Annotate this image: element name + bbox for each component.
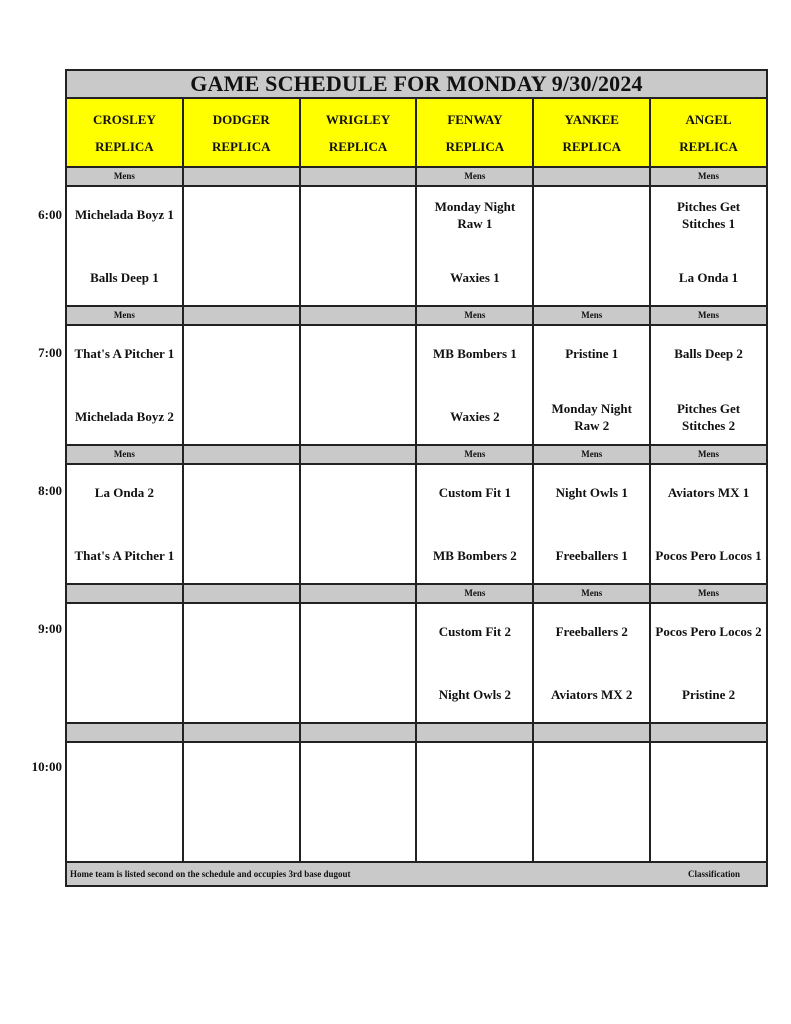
visiting-team: Night Owls 1 bbox=[555, 485, 628, 500]
home-team bbox=[184, 663, 299, 722]
classification-cell: Mens bbox=[651, 446, 766, 463]
home-team bbox=[67, 663, 182, 722]
visiting-team: Monday Night Raw 1 bbox=[434, 198, 516, 231]
time-label: 6:00 bbox=[38, 207, 62, 222]
visiting-team: Michelada Boyz 1 bbox=[74, 207, 174, 222]
home-team-note: Home team is listed second on the schedule and occupies 3rd base dugout bbox=[70, 869, 351, 879]
game-cell bbox=[184, 465, 301, 583]
game-cell bbox=[651, 326, 766, 444]
game-cell bbox=[301, 465, 418, 583]
classification-cell bbox=[301, 585, 418, 602]
game-cell bbox=[67, 743, 184, 861]
visiting-team bbox=[184, 743, 299, 802]
game-slot-row bbox=[67, 743, 766, 863]
field-header bbox=[651, 99, 766, 166]
time-label: 9:00 bbox=[38, 621, 62, 636]
home-team bbox=[651, 802, 766, 861]
home-team: Waxies 1 bbox=[450, 270, 500, 285]
game-slot-row bbox=[67, 465, 766, 585]
field-header bbox=[417, 99, 534, 166]
classification-cell bbox=[534, 168, 651, 185]
game-cell bbox=[301, 326, 418, 444]
game-slot-row bbox=[67, 604, 766, 724]
home-team: Pristine 2 bbox=[682, 687, 736, 702]
visiting-team bbox=[67, 604, 182, 663]
game-cell bbox=[651, 604, 766, 722]
field-subtitle: REPLICA bbox=[562, 138, 621, 154]
game-cell bbox=[417, 187, 534, 305]
field-name: ANGEL bbox=[685, 111, 732, 127]
classification-cell bbox=[184, 724, 301, 741]
home-team: Balls Deep 1 bbox=[90, 270, 159, 285]
classification-cell bbox=[184, 585, 301, 602]
game-cell bbox=[67, 604, 184, 722]
time-label: 7:00 bbox=[38, 345, 62, 360]
game-cell bbox=[184, 187, 301, 305]
classification-cell bbox=[184, 307, 301, 324]
visiting-team: That's A Pitcher 1 bbox=[74, 346, 175, 361]
visiting-team: Pocos Pero Locos 2 bbox=[655, 624, 762, 639]
visiting-team: Custom Fit 1 bbox=[438, 485, 511, 500]
home-team: Night Owls 2 bbox=[438, 687, 512, 702]
classification-row bbox=[67, 168, 766, 187]
field-subtitle: REPLICA bbox=[211, 138, 271, 154]
home-team bbox=[184, 246, 299, 305]
schedule-title: GAME SCHEDULE FOR MONDAY 9/30/2024 bbox=[67, 71, 766, 99]
visiting-team: La Onda 2 bbox=[94, 485, 155, 500]
classification-label: Classification bbox=[687, 869, 740, 879]
classification-cell bbox=[301, 446, 418, 463]
game-slot-row bbox=[67, 326, 766, 446]
game-cell bbox=[651, 465, 766, 583]
visiting-team bbox=[184, 465, 299, 524]
field-name: DODGER bbox=[212, 111, 270, 127]
classification-cell: Mens bbox=[67, 307, 184, 324]
home-team bbox=[301, 385, 416, 444]
game-cell bbox=[417, 326, 534, 444]
visiting-team bbox=[301, 604, 416, 663]
visiting-team bbox=[651, 743, 766, 802]
home-team: Pitches Get Stitches 2 bbox=[676, 400, 741, 433]
game-cell bbox=[417, 465, 534, 583]
field-header-row bbox=[67, 99, 766, 168]
classification-row bbox=[67, 307, 766, 326]
home-team bbox=[184, 524, 299, 583]
visiting-team bbox=[67, 743, 182, 802]
home-team bbox=[534, 802, 649, 861]
time-label: 10:00 bbox=[31, 759, 62, 774]
home-team: Waxies 2 bbox=[450, 409, 500, 424]
game-cell bbox=[301, 187, 418, 305]
classification-cell: Mens bbox=[651, 168, 766, 185]
visiting-team bbox=[534, 187, 649, 246]
game-cell bbox=[67, 187, 184, 305]
classification-cell: Mens bbox=[417, 307, 534, 324]
visiting-team: Balls Deep 2 bbox=[674, 346, 743, 361]
home-team: Freeballers 1 bbox=[555, 548, 628, 563]
classification-cell bbox=[301, 307, 418, 324]
classification-cell bbox=[301, 724, 418, 741]
classification-row bbox=[67, 585, 766, 604]
home-team: Michelada Boyz 2 bbox=[74, 409, 174, 424]
classification-cell: Mens bbox=[534, 585, 651, 602]
visiting-team bbox=[301, 743, 416, 802]
field-name: YANKEE bbox=[564, 111, 619, 127]
field-subtitle: REPLICA bbox=[328, 138, 388, 154]
schedule-footer bbox=[67, 863, 766, 885]
field-name: CROSLEY bbox=[92, 111, 156, 127]
classification-cell: Mens bbox=[67, 168, 184, 185]
home-team: Pocos Pero Locos 1 bbox=[655, 548, 762, 563]
visiting-team: Pitches Get Stitches 1 bbox=[676, 198, 741, 231]
home-team: MB Bombers 2 bbox=[433, 548, 517, 563]
game-cell bbox=[651, 187, 766, 305]
game-slot-row bbox=[67, 187, 766, 307]
home-team bbox=[184, 385, 299, 444]
classification-cell bbox=[534, 724, 651, 741]
game-cell bbox=[417, 743, 534, 861]
home-team bbox=[301, 246, 416, 305]
game-cell bbox=[534, 326, 651, 444]
classification-cell bbox=[67, 585, 184, 602]
time-column bbox=[0, 0, 66, 1024]
visiting-team bbox=[301, 465, 416, 524]
visiting-team: Freeballers 2 bbox=[555, 624, 628, 639]
field-name: FENWAY bbox=[447, 111, 503, 127]
classification-cell bbox=[184, 446, 301, 463]
game-cell bbox=[534, 187, 651, 305]
game-cell bbox=[184, 604, 301, 722]
field-subtitle: REPLICA bbox=[445, 138, 505, 154]
classification-cell: Mens bbox=[534, 446, 651, 463]
visiting-team: Pristine 1 bbox=[565, 346, 619, 361]
home-team: La Onda 1 bbox=[678, 270, 739, 285]
field-header bbox=[184, 99, 301, 166]
home-team bbox=[67, 802, 182, 861]
home-team: Aviators MX 2 bbox=[551, 687, 633, 702]
home-team bbox=[301, 524, 416, 583]
field-name: WRIGLEY bbox=[325, 111, 391, 127]
classification-cell bbox=[417, 724, 534, 741]
home-team bbox=[184, 802, 299, 861]
classification-cell: Mens bbox=[534, 307, 651, 324]
classification-cell bbox=[651, 724, 766, 741]
classification-row bbox=[67, 446, 766, 465]
home-team bbox=[301, 663, 416, 722]
visiting-team: MB Bombers 1 bbox=[433, 346, 517, 361]
game-cell bbox=[301, 743, 418, 861]
game-cell bbox=[67, 465, 184, 583]
classification-cell: Mens bbox=[417, 585, 534, 602]
visiting-team bbox=[184, 187, 299, 246]
field-subtitle: REPLICA bbox=[95, 138, 154, 154]
classification-cell bbox=[67, 724, 184, 741]
visiting-team bbox=[534, 743, 649, 802]
visiting-team bbox=[301, 187, 416, 246]
game-cell bbox=[67, 326, 184, 444]
field-header bbox=[67, 99, 184, 166]
visiting-team bbox=[184, 604, 299, 663]
home-team: That's A Pitcher 1 bbox=[74, 548, 175, 563]
classification-cell: Mens bbox=[67, 446, 184, 463]
schedule-table bbox=[65, 69, 768, 887]
classification-cell bbox=[184, 168, 301, 185]
classification-cell: Mens bbox=[417, 168, 534, 185]
game-cell bbox=[184, 326, 301, 444]
visiting-team bbox=[417, 743, 532, 802]
visiting-team: Custom Fit 2 bbox=[438, 624, 511, 639]
home-team bbox=[534, 246, 649, 305]
classification-cell: Mens bbox=[417, 446, 534, 463]
classification-cell: Mens bbox=[651, 307, 766, 324]
game-cell bbox=[184, 743, 301, 861]
classification-cell: Mens bbox=[651, 585, 766, 602]
game-cell bbox=[417, 604, 534, 722]
time-label: 8:00 bbox=[38, 483, 62, 498]
game-cell bbox=[534, 743, 651, 861]
game-cell bbox=[651, 743, 766, 861]
classification-cell bbox=[301, 168, 418, 185]
time-slots bbox=[67, 168, 766, 863]
home-team bbox=[417, 802, 532, 861]
game-cell bbox=[534, 465, 651, 583]
visiting-team: Aviators MX 1 bbox=[667, 485, 750, 500]
field-header bbox=[301, 99, 418, 166]
visiting-team bbox=[301, 326, 416, 385]
visiting-team bbox=[184, 326, 299, 385]
field-header bbox=[534, 99, 651, 166]
game-cell bbox=[534, 604, 651, 722]
home-team bbox=[301, 802, 416, 861]
classification-row bbox=[67, 724, 766, 743]
home-team: Monday Night Raw 2 bbox=[551, 400, 632, 433]
game-cell bbox=[301, 604, 418, 722]
field-subtitle: REPLICA bbox=[679, 138, 738, 154]
